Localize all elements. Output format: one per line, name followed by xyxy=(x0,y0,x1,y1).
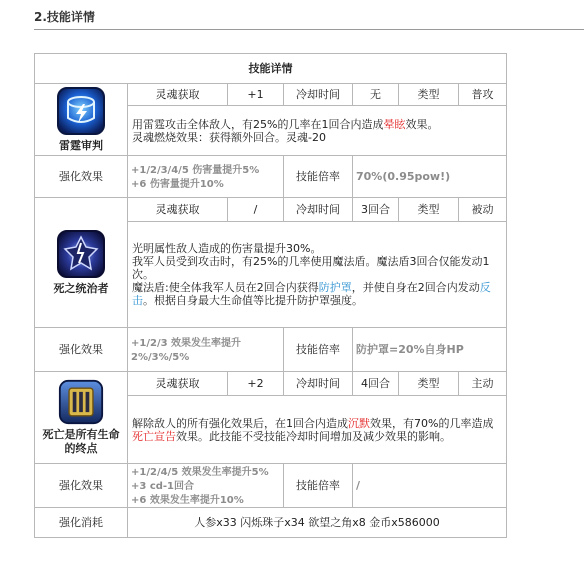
skill-1-cooldown-label: 冷却时间 xyxy=(284,84,353,106)
enhance-cost-label: 强化消耗 xyxy=(35,508,128,538)
skill-1-soul-value: +1 xyxy=(228,84,284,106)
skill-1-cooldown-value: 无 xyxy=(353,84,399,106)
skill-3-enhance-label: 强化效果 xyxy=(35,464,128,508)
skill-3-header xyxy=(35,372,128,464)
skill-2-name: 死之统治者 xyxy=(53,282,109,295)
skill-1-enhance-label: 强化效果 xyxy=(35,156,128,198)
enhance-line: +3 cd-1回合 xyxy=(131,480,195,492)
enhance-cost-value: 人参x33 闪烁珠子x34 欲望之角x8 金币x586000 xyxy=(128,508,507,538)
skill-2-soul-value: / xyxy=(228,198,284,222)
enhance-line: +1/2/3 效果发生率提升 xyxy=(131,337,242,349)
enhance-line: +1/2/4/5 效果发生率提升5% xyxy=(131,466,269,478)
skill-2-rate-value: 防护罩=20%自身HP xyxy=(353,328,507,372)
skill-2-enhance-value xyxy=(128,328,284,372)
death-ruler-icon xyxy=(56,229,106,279)
skill-details-table xyxy=(34,53,507,538)
death-sentence-keyword: 死亡宣告 xyxy=(132,429,176,443)
enhance-line: +6 伤害量提升10% xyxy=(131,178,224,190)
skill-2-cooldown-value: 3回合 xyxy=(353,198,399,222)
skill-1-type-label: 类型 xyxy=(399,84,459,106)
skill-3-description xyxy=(128,396,507,464)
skill-2-soul-label: 灵魂获取 xyxy=(128,198,228,222)
silence-keyword: 沉默 xyxy=(348,416,370,430)
skill-3-cooldown-value: 4回合 xyxy=(353,372,399,396)
thunder-judgment-icon xyxy=(56,86,106,136)
skill-2-header xyxy=(35,198,128,328)
skill-3-enhance-value xyxy=(128,464,284,508)
desc-text: 灵魂燃烧效果：获得额外回合。灵魂-20 xyxy=(132,130,326,144)
desc-text: 。根据自身最大生命值等比提升防护罩强度。 xyxy=(143,294,363,307)
desc-text: 效果。此技能不受技能冷却时间增加及减少效果的影响。 xyxy=(176,429,451,443)
skill-1-header xyxy=(35,84,128,156)
skill-1-description xyxy=(128,106,507,156)
skill-3-type-label: 类型 xyxy=(399,372,459,396)
desc-text: ，并使自身在2回合内发动 xyxy=(351,281,480,294)
desc-text: 解除敌人的所有强化效果后，在1回合内造成 xyxy=(132,416,348,430)
skill-3-soul-label: 灵魂获取 xyxy=(128,372,228,396)
skill-3-soul-value: +2 xyxy=(228,372,284,396)
skill-3-cooldown-label: 冷却时间 xyxy=(284,372,353,396)
skill-2-rate-label: 技能倍率 xyxy=(284,328,353,372)
desc-text: 光明属性敌人造成的伤害量提升30%。 xyxy=(132,242,322,255)
counter-keyword: 反击 xyxy=(132,281,491,307)
skill-2-cooldown-label: 冷却时间 xyxy=(284,198,353,222)
skill-3-type-value: 主动 xyxy=(459,372,507,396)
stun-keyword: 晕眩 xyxy=(383,117,406,131)
death-end-icon xyxy=(58,379,104,425)
skill-1-name: 雷霆审判 xyxy=(59,139,103,152)
skill-1-soul-label: 灵魂获取 xyxy=(128,84,228,106)
skill-1-rate-value: 70%(0.95pow!) xyxy=(353,156,507,198)
skill-2-description xyxy=(128,222,507,328)
table-title: 技能详情 xyxy=(35,54,507,84)
skill-1-rate-label: 技能倍率 xyxy=(284,156,353,198)
enhance-line: +1/2/3/4/5 伤害量提升5% xyxy=(131,164,260,176)
skill-2-type-label: 类型 xyxy=(399,198,459,222)
skill-3-name: 死亡是所有生命的终点 xyxy=(42,428,120,455)
section-title: 2.技能详情 xyxy=(34,10,95,24)
enhance-line: 2%/3%/5% xyxy=(131,351,190,363)
desc-text: 用雷霆攻击全体敌人，有25%的几率在1回合内造成 xyxy=(132,117,384,131)
skill-3-rate-value: / xyxy=(353,464,507,508)
desc-text: 我军人员受到攻击时，有25%的几率使用魔法盾。魔法盾3回合仅能发动1次。 xyxy=(132,255,490,281)
desc-text: 魔法盾:使全体我军人员在2回合内获得 xyxy=(132,281,319,294)
section-divider xyxy=(34,29,584,30)
skill-3-rate-label: 技能倍率 xyxy=(284,464,353,508)
desc-text: 效果。 xyxy=(405,117,439,131)
enhance-line: +6 效果发生率提升10% xyxy=(131,494,244,506)
shield-keyword: 防护罩 xyxy=(318,281,352,294)
skill-2-type-value: 被动 xyxy=(459,198,507,222)
desc-text: 效果，有70%的几率造成 xyxy=(370,416,494,430)
skill-2-enhance-label: 强化效果 xyxy=(35,328,128,372)
skill-1-enhance-value xyxy=(128,156,284,198)
skill-1-type-value: 普攻 xyxy=(459,84,507,106)
